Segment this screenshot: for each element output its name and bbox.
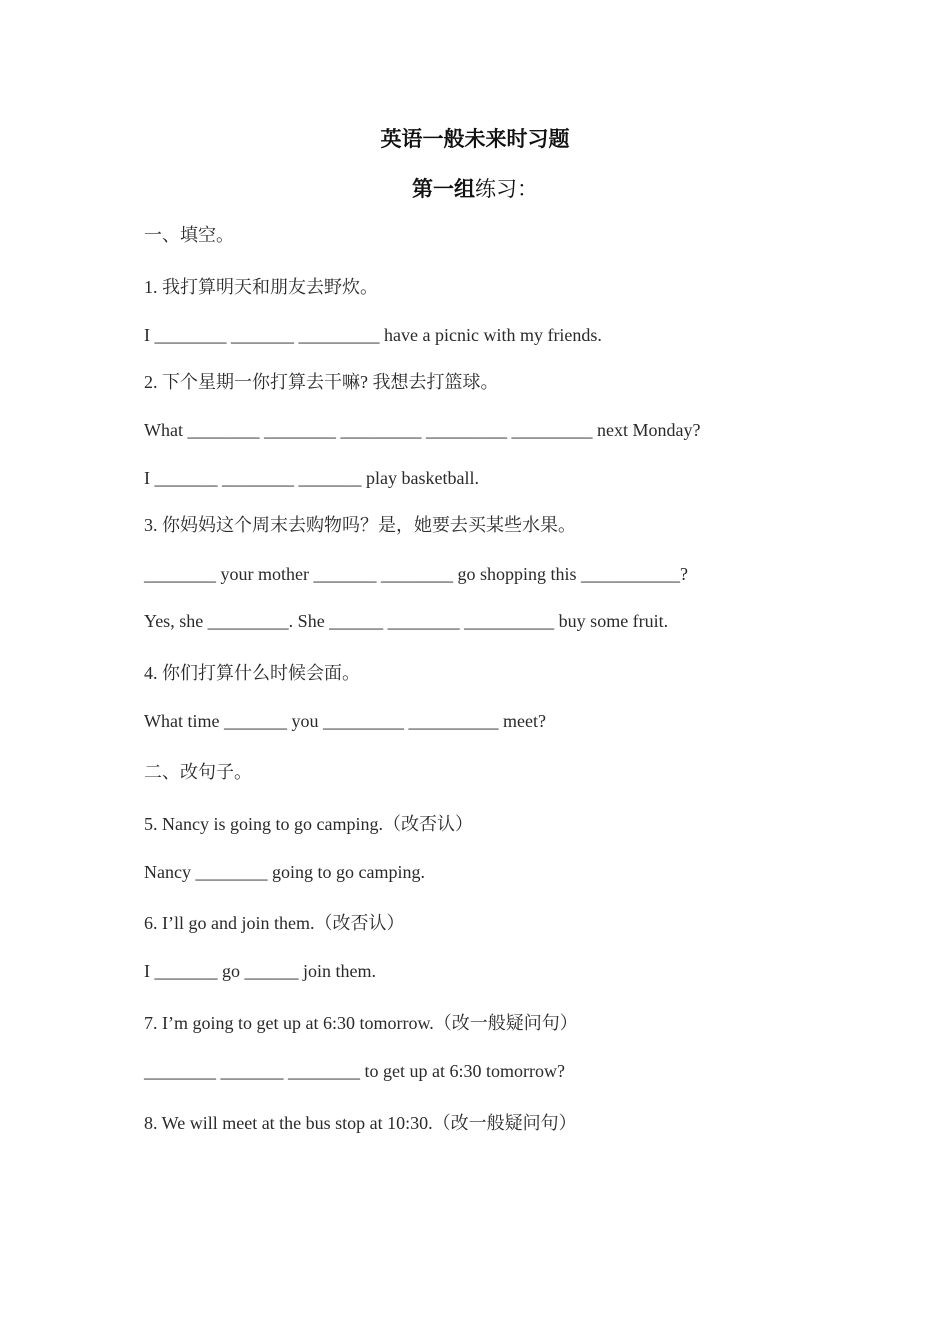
question-2-answer-line-2: I _______ ________ _______ play basketball. <box>144 468 479 488</box>
question-4-prompt: 4. 你们打算什么时候会面。 <box>144 663 360 683</box>
question-1-answer-line: I ________ _______ _________ have a picnic with my friends. <box>144 325 602 345</box>
question-5-prompt: 5. Nancy is going to go camping.（改否认） <box>144 814 473 834</box>
exercise-group-label: 第一组 <box>412 177 475 201</box>
question-1-prompt: 1. 我打算明天和朋友去野炊。 <box>144 277 378 297</box>
question-6-prompt: 6. I’ll go and join them.（改否认） <box>144 913 405 933</box>
section-heading-fill-blank: 一、填空。 <box>144 225 234 245</box>
document-title: 英语一般未来时习题 <box>380 127 570 151</box>
question-3-answer-line-2: Yes, she _________. She ______ ________ __________ buy some fruit. <box>144 611 669 631</box>
question-5-answer-line: Nancy ________ going to go camping. <box>144 862 425 882</box>
question-8-prompt: 8. We will meet at the bus stop at 10:30.（改一般疑问句） <box>144 1113 577 1133</box>
question-7-answer-line: ________ _______ ________ to get up at 6:30 tomorrow? <box>144 1061 565 1081</box>
question-2-prompt: 2. 下个星期一你打算去干嘛? 我想去打篮球。 <box>144 372 499 392</box>
question-7-prompt: 7. I’m going to get up at 6:30 tomorrow.（改一般疑问句） <box>144 1013 578 1033</box>
question-3-answer-line-1: ________ your mother _______ ________ go shopping this ___________? <box>144 564 688 584</box>
exercise-group-heading <box>0 173 950 203</box>
question-4-answer-line: What time _______ you _________ __________ meet? <box>144 711 546 731</box>
section-heading-rewrite: 二、改句子。 <box>144 762 252 782</box>
question-3-prompt: 3. 你妈妈这个周末去购物吗？是，她要去买某些水果。 <box>144 515 576 535</box>
question-2-answer-line-1: What ________ ________ _________ _________ _________ next Monday? <box>144 420 701 440</box>
exercise-group-suffix: 练习： <box>475 177 538 201</box>
question-6-answer-line: I _______ go ______ join them. <box>144 961 376 981</box>
